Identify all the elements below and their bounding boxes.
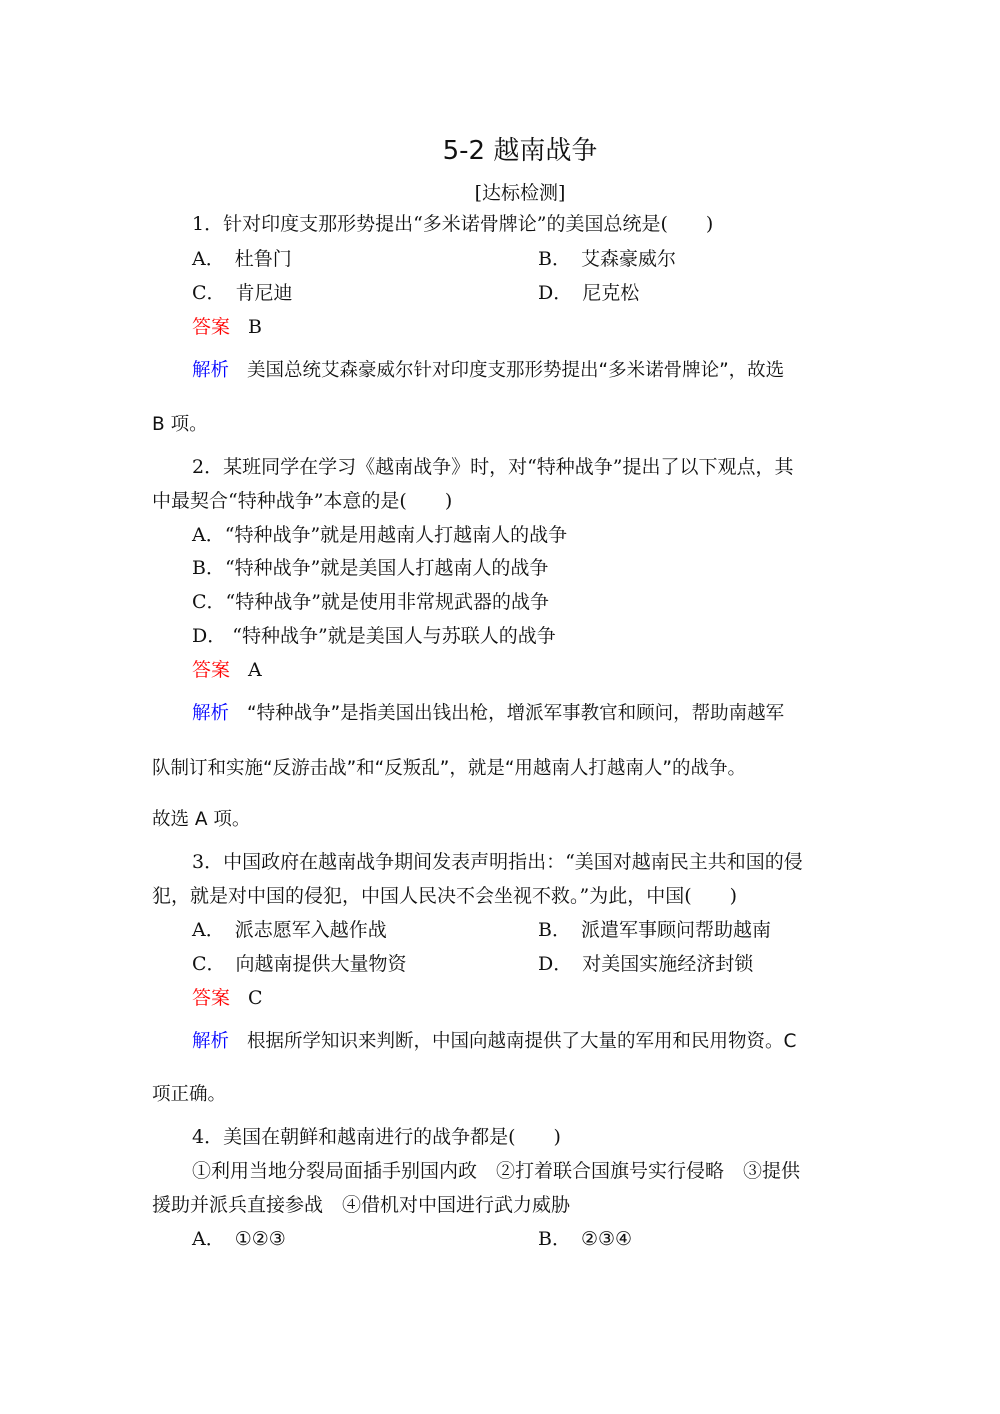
question-stem: 1．针对印度支那形势提出“多米诺骨牌论”的美国总统是( ) bbox=[192, 213, 714, 235]
answer-label: 答案 bbox=[192, 659, 231, 681]
answer-row bbox=[192, 315, 262, 339]
explanation-continued: 项正确。 bbox=[152, 1084, 227, 1105]
explanation-continued: 队制订和实施“反游击战”和“反叛乱”，就是“用越南人打越南人”的战争。 bbox=[152, 758, 747, 779]
option-b[interactable]: B． 派遣军事顾问帮助越南 bbox=[538, 919, 771, 941]
option-d[interactable]: D． 对美国实施经济封锁 bbox=[538, 953, 754, 975]
question-statements: ①利用当地分裂局面插手别国内政 ②打着联合国旗号实行侵略 ③提供 bbox=[192, 1160, 801, 1182]
question-stem: 3．中国政府在越南战争期间发表声明指出：“美国对越南民主共和国的侵 bbox=[192, 851, 803, 873]
option-c[interactable]: C． 肯尼迪 bbox=[192, 282, 293, 304]
question-statements-continued: 援助并派兵直接参战 ④借机对中国进行武力威胁 bbox=[152, 1194, 571, 1216]
answer-row bbox=[192, 658, 262, 682]
option-b[interactable]: B．“特种战争”就是美国人打越南人的战争 bbox=[192, 557, 549, 579]
option-a[interactable]: A．“特种战争”就是用越南人打越南人的战争 bbox=[192, 524, 568, 546]
explanation-label: 解析 bbox=[192, 1031, 230, 1052]
explanation-row: 解析 根据所学知识来判断，中国向越南提供了大量的军用和民用物资。C bbox=[192, 1031, 797, 1052]
option-a[interactable]: A． ①②③ bbox=[192, 1228, 286, 1250]
question-stem: 2．某班同学在学习《越南战争》时，对“特种战争”提出了以下观点，其 bbox=[192, 456, 794, 478]
answer-label: 答案 bbox=[192, 987, 231, 1009]
answer-value: B bbox=[248, 316, 262, 338]
section-heading: [达标检测] bbox=[474, 182, 566, 204]
explanation-row: 解析 “特种战争”是指美国出钱出枪，增派军事教官和顾问，帮助南越军 bbox=[192, 703, 785, 724]
answer-value: C bbox=[248, 987, 263, 1009]
option-d[interactable]: D． “特种战争”就是美国人与苏联人的战争 bbox=[192, 625, 556, 647]
option-c[interactable]: C．“特种战争”就是使用非常规武器的战争 bbox=[192, 591, 549, 613]
explanation-row: 解析 美国总统艾森豪威尔针对印度支那形势提出“多米诺骨牌论”，故选 bbox=[192, 360, 785, 381]
option-b[interactable]: B． ②③④ bbox=[538, 1228, 633, 1250]
explanation-label: 解析 bbox=[192, 360, 230, 381]
question-stem: 4．美国在朝鲜和越南进行的战争都是( ) bbox=[192, 1126, 561, 1148]
question-stem-continued: 中最契合“特种战争”本意的是( ) bbox=[152, 490, 453, 512]
answer-value: A bbox=[248, 659, 262, 681]
explanation-continued: 故选 A 项。 bbox=[152, 809, 251, 830]
option-a[interactable]: A． 杜鲁门 bbox=[192, 248, 292, 270]
option-c[interactable]: C． 向越南提供大量物资 bbox=[192, 953, 407, 975]
option-b[interactable]: B． 艾森豪威尔 bbox=[538, 248, 676, 270]
answer-label: 答案 bbox=[192, 316, 231, 338]
explanation-label: 解析 bbox=[192, 703, 230, 724]
option-a[interactable]: A． 派志愿军入越作战 bbox=[192, 919, 387, 941]
option-d[interactable]: D． 尼克松 bbox=[538, 282, 640, 304]
answer-row bbox=[192, 986, 263, 1010]
explanation-continued: B 项。 bbox=[152, 414, 208, 435]
page-title: 5-2 越南战争 bbox=[442, 136, 598, 166]
question-stem-continued: 犯，就是对中国的侵犯，中国人民决不会坐视不救。”为此，中国( ) bbox=[152, 885, 738, 907]
